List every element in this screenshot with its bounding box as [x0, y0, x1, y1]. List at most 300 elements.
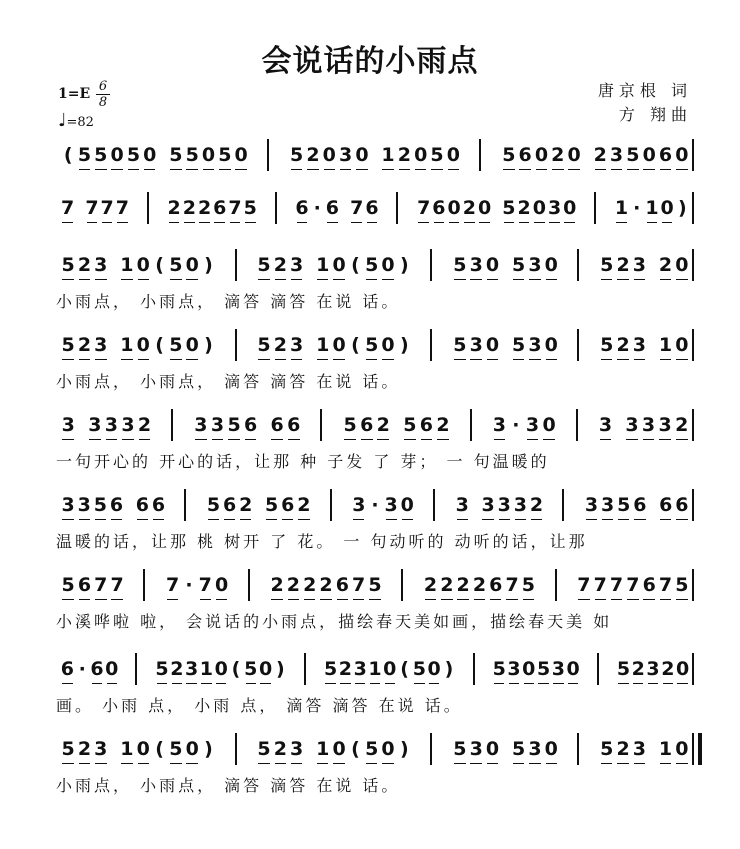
note-digit: 6	[213, 197, 227, 219]
lyrics-line	[56, 451, 696, 473]
note-digit: 5	[600, 334, 614, 356]
note-digit: 5	[521, 574, 536, 596]
note-digit: 7	[350, 197, 364, 219]
note-digit: 2	[661, 658, 675, 680]
note-digit: 5	[512, 254, 526, 276]
note-digit: 3	[121, 414, 135, 436]
note-digit: 6	[109, 494, 124, 516]
note-digit: 5	[206, 494, 221, 516]
repeat-paren: )	[276, 658, 285, 680]
note-digit: 2	[306, 144, 320, 166]
note-digit: 3	[641, 414, 656, 436]
note-digit: 0	[534, 144, 549, 166]
repeat-paren: )	[204, 738, 213, 760]
note-digit: 2	[297, 494, 311, 516]
note-digit: 7	[115, 197, 130, 219]
note-digit: 5	[616, 658, 631, 680]
note-digit: 1	[316, 334, 330, 356]
repeat-paren: (	[400, 658, 409, 680]
note-digit: 3	[528, 334, 542, 356]
note-digit: 0	[234, 144, 248, 166]
barline	[304, 653, 306, 685]
note-digit: 6	[489, 574, 503, 596]
note-digit: 3	[290, 254, 304, 276]
note-digit: 3	[338, 144, 353, 166]
note-digit: 0	[485, 738, 500, 760]
note-digit: 3	[61, 494, 75, 516]
note-digit: 2	[170, 658, 184, 680]
note-digit: 3	[352, 494, 366, 516]
note-digit: 5	[169, 738, 183, 760]
note-digit: 0	[566, 658, 580, 680]
note-digit: 5	[257, 334, 271, 356]
note-digit: 0	[322, 144, 336, 166]
barline	[597, 653, 599, 685]
note-digit: 3	[184, 658, 199, 680]
note-digit: 0	[185, 738, 199, 760]
note-digit: 0	[381, 738, 395, 760]
note-digit: 5	[502, 144, 516, 166]
note-digit: 5	[244, 658, 258, 680]
note-digit: 0	[201, 144, 216, 166]
repeat-paren: )	[204, 254, 213, 276]
note-digit: 2	[77, 254, 92, 276]
note-digit: 0	[381, 254, 395, 276]
note-digit: 2	[273, 738, 287, 760]
note-digit: 6	[642, 574, 656, 596]
note-digit: 3	[625, 414, 639, 436]
note-digit: 5	[453, 254, 467, 276]
note-digit: 0	[447, 197, 461, 219]
note-digit: 0	[185, 254, 199, 276]
final-barline	[698, 733, 702, 765]
note-digit: 6	[270, 414, 284, 436]
note-digit: 0	[258, 658, 273, 680]
note-digit: 0	[542, 414, 556, 436]
note-digit: 5	[403, 414, 417, 436]
note-digit: 0	[383, 658, 397, 680]
note-digit: 3	[61, 414, 75, 436]
note-digit: 5	[61, 334, 75, 356]
song-title: 会说话的小雨点	[261, 44, 479, 79]
note-digit: 3	[104, 414, 119, 436]
note-digit: 5	[169, 144, 183, 166]
note-digit: 2	[77, 738, 92, 760]
note-digit: 5	[155, 658, 169, 680]
note-digit: 6	[675, 494, 689, 516]
note-digit: 2	[197, 197, 212, 219]
note-digit: 5	[126, 144, 141, 166]
repeat-paren: (	[351, 254, 360, 276]
lyrics-line	[56, 291, 696, 313]
note-digit: 5	[324, 658, 338, 680]
note-digit: 5	[412, 658, 426, 680]
note-digit: 3	[497, 494, 511, 516]
note-digit: 3	[646, 658, 660, 680]
note-digit: 3	[77, 494, 91, 516]
note-digit: 5	[264, 494, 279, 516]
note-digit: 6	[659, 494, 673, 516]
note-digit: 2	[182, 197, 196, 219]
note-digit: 3	[598, 414, 613, 436]
note-digit: 2	[631, 658, 645, 680]
note-digit: 3	[481, 494, 495, 516]
note-digit: 5	[600, 738, 614, 760]
note-digit: 6	[419, 414, 434, 436]
notes-line	[56, 413, 696, 441]
note-digit: ·	[371, 494, 379, 516]
note-digit: 6	[658, 144, 673, 166]
note-digit: 5	[512, 738, 526, 760]
note-digit: 0	[642, 144, 656, 166]
note-digit: 0	[675, 144, 689, 166]
note-digit: 3	[94, 254, 108, 276]
note-digit: 5	[185, 144, 199, 166]
note-digit: 0	[485, 334, 500, 356]
note-digit: 2	[616, 738, 630, 760]
note-digit: 0	[477, 197, 492, 219]
repeat-paren: )	[678, 197, 687, 219]
note-digit: 7	[658, 574, 673, 596]
repeat-paren: )	[204, 334, 213, 356]
note-digit: 3	[492, 414, 506, 436]
note-digit: 1	[120, 334, 134, 356]
note-digit: 1	[120, 738, 134, 760]
note-digit: 5	[365, 334, 379, 356]
note-digit: 2	[517, 197, 531, 219]
note-digit: 5	[368, 574, 382, 596]
barline	[692, 249, 694, 281]
barline	[147, 192, 149, 224]
note-digit: 0	[414, 144, 428, 166]
note-digit: 2	[472, 574, 487, 596]
note-digit: 3	[632, 738, 647, 760]
note-digit: 5	[243, 197, 257, 219]
note-digit: 2	[167, 197, 181, 219]
repeat-paren: )	[444, 658, 454, 680]
barline	[135, 653, 137, 685]
note-digit: 2	[423, 574, 438, 596]
notes-line	[56, 493, 696, 521]
note-digit: 1	[199, 658, 214, 680]
note-digit: 0	[136, 738, 150, 760]
note-digit: 0	[563, 197, 577, 219]
note-digit: 5	[365, 738, 379, 760]
note-digit: 5	[626, 144, 640, 166]
note-digit: 5	[169, 254, 183, 276]
repeat-paren: )	[400, 738, 409, 760]
note-digit: 3	[609, 144, 624, 166]
note-digit: 0	[544, 738, 558, 760]
note-digit: 5	[77, 144, 92, 166]
barline	[479, 139, 481, 171]
note-digit: 0	[675, 254, 689, 276]
note-digit: 2	[616, 334, 630, 356]
note-digit: 3	[290, 738, 304, 760]
time-signature-bottom: 8	[98, 95, 108, 110]
note-digit: 3	[194, 414, 208, 436]
barline	[433, 489, 435, 521]
note-digit: 2	[658, 254, 673, 276]
tempo-value: =82	[66, 115, 94, 130]
note-digit: 5	[365, 254, 379, 276]
barline	[430, 329, 432, 361]
note-digit: 5	[227, 414, 241, 436]
note-digit: 2	[529, 494, 544, 516]
note-digit: 3	[469, 738, 483, 760]
note-digit: 5	[453, 738, 467, 760]
note-digit: 6	[287, 414, 301, 436]
note-digit: ·	[512, 414, 520, 436]
lyricist-credit: 唐京根 词	[597, 81, 692, 100]
note-digit: ·	[313, 197, 321, 219]
note-digit: 6	[360, 414, 374, 436]
note-digit: 3	[507, 658, 521, 680]
note-digit: 3	[88, 414, 102, 436]
lyrics-text: 小雨点， 小雨点， 滴答 滴答 在说 话。	[56, 776, 401, 795]
repeat-paren: (	[231, 658, 241, 680]
lyrics-line	[56, 531, 696, 553]
note-digit: 6	[151, 494, 166, 516]
barline	[184, 489, 186, 521]
barline	[171, 409, 173, 441]
lyrics-line	[56, 611, 696, 633]
note-digit: 6	[432, 197, 446, 219]
barline	[430, 733, 432, 765]
repeat-paren: (	[155, 738, 164, 760]
barline	[594, 192, 596, 224]
note-digit: 2	[77, 334, 92, 356]
note-digit: 1	[614, 197, 629, 219]
note-digit: 6	[365, 197, 379, 219]
note-digit: 6	[325, 197, 340, 219]
barline	[248, 569, 250, 601]
note-digit: 1	[658, 738, 673, 760]
note-digit: 7	[165, 574, 180, 596]
note-digit: 3	[528, 254, 542, 276]
note-digit: 5	[257, 254, 271, 276]
note-digit: 2	[273, 334, 287, 356]
note-digit: 5	[169, 334, 183, 356]
note-digit: 0	[214, 658, 228, 680]
repeat-paren: )	[400, 254, 409, 276]
note-digit: 5	[502, 197, 516, 219]
lyrics-text: 小雨点， 小雨点， 滴答 滴答 在说 话。	[56, 372, 401, 391]
note-digit: 0	[143, 144, 157, 166]
note-digit: 6	[335, 574, 349, 596]
lyrics-text: 小溪哗啦 啦， 会说话的小雨点，描绘春天美如画，描绘春天美 如	[56, 612, 613, 631]
note-digit: 5	[536, 658, 551, 680]
note-digit: 5	[617, 494, 631, 516]
barline	[692, 489, 694, 521]
note-digit: ·	[633, 197, 641, 219]
note-digit: 5	[94, 144, 108, 166]
note-digit: 3	[353, 658, 367, 680]
repeat-paren: )	[400, 334, 409, 356]
note-digit: 2	[376, 414, 390, 436]
repeat-paren: (	[155, 334, 164, 356]
barline	[235, 249, 237, 281]
barline	[320, 409, 322, 441]
barline	[692, 733, 694, 765]
note-digit: 0	[532, 197, 546, 219]
note-digit: 2	[319, 574, 333, 596]
note-digit: 6	[633, 494, 647, 516]
note-digit: 2	[273, 254, 287, 276]
notes-line	[56, 253, 696, 281]
note-digit: 5	[430, 144, 444, 166]
note-digit: 6	[135, 494, 149, 516]
barline	[275, 192, 277, 224]
note-digit: 6	[222, 494, 237, 516]
notes-line	[56, 657, 696, 685]
barline	[576, 409, 578, 441]
note-digit: 0	[136, 334, 150, 356]
note-digit: 3	[525, 414, 540, 436]
note-digit: 5	[93, 494, 107, 516]
note-digit: 2	[137, 414, 152, 436]
note-digit: 0	[522, 658, 536, 680]
note-digit: 0	[136, 254, 150, 276]
note-digit: 0	[105, 658, 119, 680]
note-digit: 6	[281, 494, 295, 516]
note-digit: 2	[551, 144, 565, 166]
note-digit: 1	[381, 144, 395, 166]
composer-credit: 方 翔曲	[618, 105, 692, 124]
note-digit: 0	[381, 334, 395, 356]
barline	[396, 192, 398, 224]
note-digit: 2	[270, 574, 284, 596]
notes-line	[56, 143, 696, 171]
note-digit: 7	[352, 574, 366, 596]
barline	[562, 489, 564, 521]
note-digit: 2	[440, 574, 454, 596]
repeat-paren: (	[351, 738, 360, 760]
note-digit: 7	[228, 197, 242, 219]
note-digit: 6	[90, 658, 104, 680]
note-digit: 7	[85, 197, 99, 219]
note-digit: 2	[239, 494, 253, 516]
note-digit: ·	[185, 574, 193, 596]
note-digit: 0	[332, 334, 346, 356]
tempo-marking	[58, 110, 94, 131]
note-digit: 6	[77, 574, 92, 596]
note-digit: 1	[658, 334, 673, 356]
note-digit: 0	[400, 494, 414, 516]
barline	[577, 249, 579, 281]
note-digit: ·	[78, 658, 86, 680]
note-digit: 0	[567, 144, 581, 166]
note-digit: 0	[214, 574, 229, 596]
note-digit: 7	[417, 197, 431, 219]
note-digit: 1	[316, 738, 330, 760]
lyrics-line	[56, 371, 696, 393]
barline	[577, 733, 579, 765]
lyrics-text: 小雨点， 小雨点， 滴答 滴答 在说 话。	[56, 292, 401, 311]
barline	[235, 329, 237, 361]
note-digit: 7	[505, 574, 519, 596]
note-digit: 5	[675, 574, 689, 596]
note-digit: 1	[645, 197, 659, 219]
note-digit: 3	[469, 334, 483, 356]
barline	[235, 733, 237, 765]
note-digit: 0	[675, 334, 689, 356]
lyrics-text: 一句开心的 开心的话，让那 种 子发 了 芽； 一 句温暖的	[56, 452, 550, 471]
note-digit: 2	[456, 574, 470, 596]
note-digit: 5	[290, 144, 304, 166]
note-digit: 2	[338, 658, 353, 680]
barline	[555, 569, 557, 601]
note-digit: 3	[290, 334, 304, 356]
note-digit: 6	[60, 658, 75, 680]
repeat-paren: (	[63, 144, 73, 166]
barline	[577, 329, 579, 361]
note-digit: 0	[446, 144, 460, 166]
barline	[401, 569, 403, 601]
note-digit: 0	[675, 738, 689, 760]
note-digit: 6	[518, 144, 532, 166]
note-digit: 5	[453, 334, 467, 356]
note-digit: 2	[436, 414, 450, 436]
note-digit: 3	[384, 494, 398, 516]
barline	[692, 139, 694, 171]
barline	[692, 569, 694, 601]
note-digit: 7	[198, 574, 212, 596]
note-digit: 2	[462, 197, 476, 219]
barline	[430, 249, 432, 281]
note-digit: 3	[210, 414, 225, 436]
note-digit: 5	[343, 414, 357, 436]
note-digit: 3	[513, 494, 527, 516]
note-digit: 5	[257, 738, 271, 760]
note-digit: 0	[427, 658, 441, 680]
note-digit: 5	[61, 254, 75, 276]
note-digit: 3	[584, 494, 599, 516]
note-digit: 0	[355, 144, 369, 166]
barline	[692, 653, 694, 685]
note-digit: 5	[61, 738, 75, 760]
note-digit: 7	[60, 197, 75, 219]
note-digit: 2	[675, 414, 689, 436]
note-digit: 5	[600, 254, 614, 276]
note-digit: 3	[551, 658, 565, 680]
notes-line	[56, 196, 696, 224]
note-digit: 2	[303, 574, 317, 596]
barline	[330, 489, 332, 521]
notes-line	[56, 333, 696, 361]
barline	[473, 653, 475, 685]
time-signature-top: 6	[98, 79, 108, 94]
lyrics-line	[56, 695, 696, 717]
note-digit: 0	[675, 658, 690, 680]
note-digit: 2	[397, 144, 411, 166]
note-digit: 2	[616, 254, 630, 276]
note-digit: 3	[632, 334, 647, 356]
note-digit: 3	[469, 254, 483, 276]
note-digit: 2	[286, 574, 301, 596]
notes-line	[56, 737, 696, 765]
note-digit: 7	[593, 574, 607, 596]
note-digit: 7	[94, 574, 108, 596]
note-digit: 7	[110, 574, 124, 596]
note-digit: 5	[61, 574, 75, 596]
barline	[267, 139, 269, 171]
quarter-note-icon: ♩	[58, 110, 67, 131]
note-digit: 2	[593, 144, 607, 166]
note-digit: 1	[368, 658, 382, 680]
note-digit: 3	[455, 494, 469, 516]
note-digit: 7	[626, 574, 640, 596]
